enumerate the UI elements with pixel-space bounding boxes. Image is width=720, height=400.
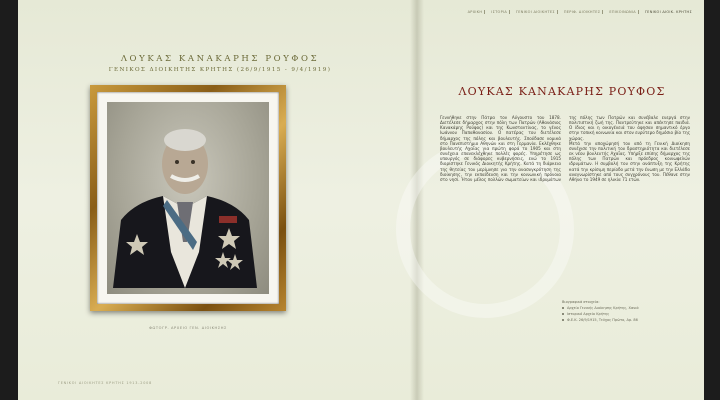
sources-heading: Βιογραφικά στοιχεία: [562,300,600,304]
nav-item-history[interactable]: ΙΣΤΟΡΙΑ [489,10,510,14]
nav-item-governors[interactable]: ΓΕΝΙΚΟΙ ΔΙΟΙΚΗΤΕΣ [514,10,558,14]
portrait-name: ΛΟΥΚΑΣ ΚΑΝΑΚΑΡΗΣ ΡΟΥΦΟΣ [120,54,320,64]
bullet-icon [562,313,564,315]
biography-paragraph: Γεννήθηκε στην Πάτρα τον Αύγουστο του 1878. Διετέλεσε δήμαρχος στην πόλη των Πατρών (Αθανάσιος Κανακάρης Ρούφος) και της Κωνσταντίνας, το γένος Ιωάννου Παπαθανασίου. Ο πατέρας του διετέλεσε δήμαρχος της πόλης και βουλευτής. Σπούδασε νομικά στο Πανεπιστήμιο Αθηνών και στη Γερμανία. Εκλέχθηκε βουλευτής Αχαΐας για πρώτη φορά το 1905 και στη συνέχεια επανεκλέχθηκε πολλές φορές. Υπηρέτησε ως υπουργός σε διάφορες κυβερνήσεις, ενώ το 1915 διορίστηκε Γενικός Διοικητής Κρήτης. Κατά τη διάρκεια της θητείας του μερίμνησε για την ανασυγκρότηση της διοίκησης, την εκπαίδευση και την κοινωνική πρόνοια στο νησί. Ήταν μέλος πολλών σωματείων και ιδρυμάτων της πόλης των Πατρών και συνέβαλε ενεργά στην πολιτιστική ζωή της. Παντρεύτηκε και απέκτησε παιδιά. Ο ίδιος και η οικογένειά του άφησαν σημαντικό έργο στην τοπική κοινωνία και στον ευρύτερο δημόσιο βίο της χώρας. [440,115,690,182]
portrait-figure-icon [107,102,263,288]
sources-notes [562,299,692,323]
source-text: Φ.Ε.Κ. 26/9/1915, Τεύχος Πρώτο, Αρ. 86 [567,318,638,322]
bullet-icon [562,307,564,309]
article-title: ΛΟΥΚΑΣ ΚΑΝΑΚΑΡΗΣ ΡΟΥΦΟΣ [458,85,666,98]
portrait-frame [90,85,286,311]
top-navigation [466,10,694,14]
page-footer: ΓΕΝΙΚΟΙ ΔΙΟΙΚΗΤΕΣ ΚΡΗΤΗΣ 1913-2008 [58,381,153,385]
biography-text [440,115,690,291]
portrait-photo [107,102,269,294]
nav-item-contact[interactable]: ΕΠΙΚΟΙΝΩΝΙΑ [607,10,639,14]
bullet-icon [562,319,564,321]
photo-caption: ΦΩΤΟΓΡ. ΑΡΧΕΙΟ ΓΕΝ. ΔΙΟΙΚΗΣΗΣ [149,326,227,330]
biography-paragraph: Μετά την αποχώρησή του από τη Γενική Διοίκηση συνέχισε την πολιτική του δραστηριότητα και διετέλεσε εκ νέου βουλευτής Αχαΐας. Υπήρξε επίσης δήμαρχος της πόλης των Πατρών και πρόεδρος κοινωφελών ιδρυμάτων. Η συμβολή του στην ανάπτυξη της Κρήτης κατά την κρίσιμη περίοδο μετά την ένωση με την Ελλάδα αναγνωρίστηκε από τους συγχρόνους του. Πέθανε στην Αθήνα το 1949 σε ηλικία 71 ετών. [569,140,690,182]
source-text: Ιστορικό Αρχείο Κρήτης [567,312,610,316]
nav-item-regional[interactable]: ΠΕΡΙΦ. ΔΙΟΙΚΗΤΕΣ [562,10,603,14]
page-spread [18,0,704,400]
nav-item-current[interactable]: ΓΕΝΙΚΟΙ ΔΙΟΙΚ. ΚΡΗΤΗΣ [644,10,692,14]
source-item [562,317,692,323]
source-text: Αρχείο Γενικής Διοίκησης Κρήτης, Χανιά [567,306,639,310]
portrait-subtitle: ΓΕΝΙΚΟΣ ΔΙΟΙΚΗΤΗΣ ΚΡΗΤΗΣ (26/9/1915 - 9/4/1919) [108,67,332,73]
portrait-mat [97,92,279,304]
nav-item-home[interactable]: ΑΡΧΙΚΗ [466,10,486,14]
portrait-heading [90,54,350,73]
